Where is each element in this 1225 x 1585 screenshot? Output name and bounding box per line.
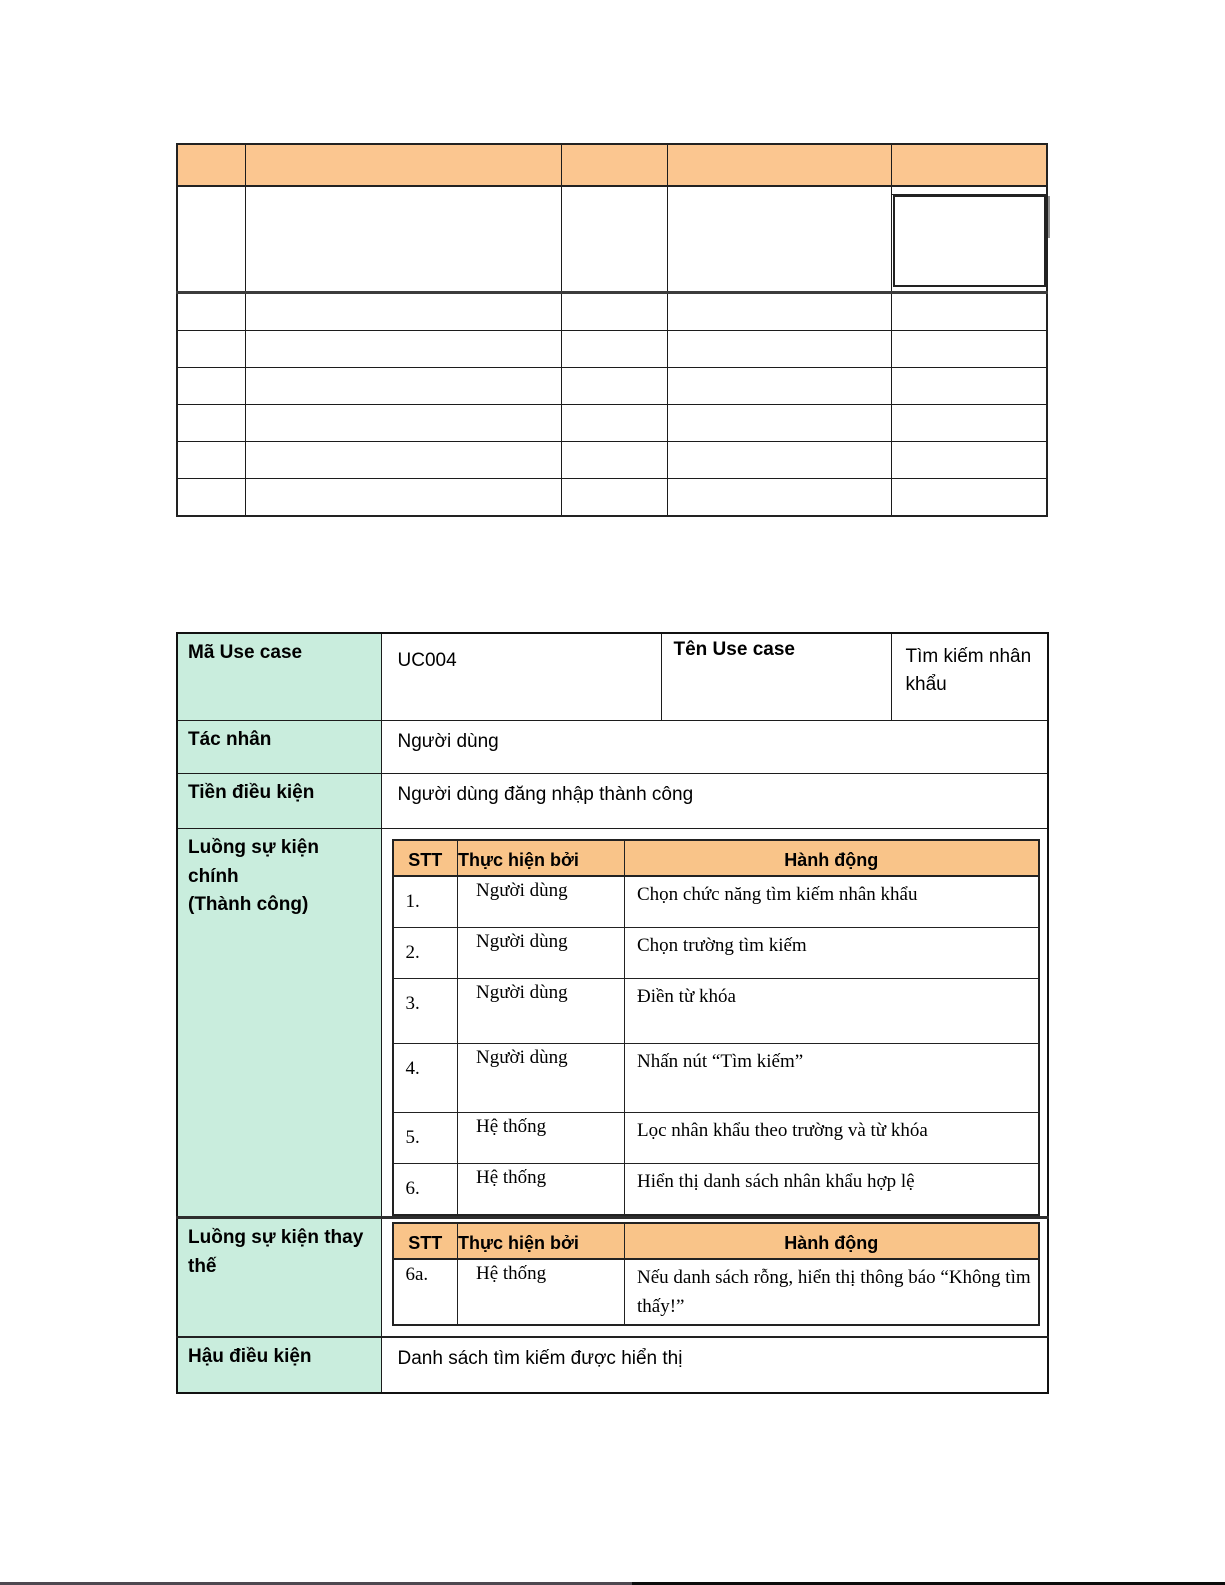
empty-cell [177,479,245,517]
empty-cell [245,442,561,479]
main-flow-label-line1: Luồng sự kiện chính [188,837,319,887]
empty-cell [891,368,1047,405]
empty-table-row [177,442,1047,479]
empty-cell [177,331,245,368]
empty-cell [561,368,667,405]
empty-table-row [177,293,1047,331]
empty-header-cell [891,144,1047,186]
flow-step-row [393,1044,1039,1113]
empty-cell [891,405,1047,442]
nested-box-cell [891,186,1047,293]
empty-table-row [177,368,1047,405]
empty-cell [667,405,891,442]
empty-top-table [176,143,1048,517]
empty-cell [667,442,891,479]
flow-header-row [393,840,1039,876]
ten-use-case-value: Tìm kiếm nhân khẩu [891,633,1048,721]
ten-use-case-label: Tên Use case [661,633,891,721]
postcondition-row [177,1337,1048,1393]
empty-cell [561,442,667,479]
actor-header: Thực hiện bởi [458,1223,625,1259]
alt-flow-cell [381,1218,1048,1338]
step-action: Hiển thị danh sách nhân khẩu hợp lệ [625,1164,1039,1216]
empty-cell [561,479,667,517]
flow-header-row [393,1223,1039,1259]
empty-cell [891,331,1047,368]
step-actor: Hệ thống [458,1164,625,1216]
empty-cell [245,186,561,293]
empty-cell [667,368,891,405]
hau-dieu-kien-label: Hậu điều kiện [177,1337,381,1393]
step-actor: Người dùng [458,928,625,979]
empty-header-cell [667,144,891,186]
empty-cell [667,479,891,517]
tac-nhan-label: Tác nhân [177,721,381,774]
empty-cell [891,293,1047,331]
empty-cell [667,293,891,331]
stt-header: STT [393,840,458,876]
alt-flow-label: Luồng sự kiện thay thế [177,1218,381,1338]
main-flow-table [392,839,1040,1216]
step-action: Chọn chức năng tìm kiếm nhân khẩu [625,876,1039,928]
empty-cell [177,368,245,405]
empty-table-row [177,405,1047,442]
actor-row [177,721,1048,774]
tien-dieu-kien-label: Tiền điều kiện [177,774,381,829]
nested-box [893,195,1047,287]
main-flow-row [177,829,1048,1218]
empty-cell [667,331,891,368]
empty-cell [561,405,667,442]
hau-dieu-kien-value: Danh sách tìm kiếm được hiển thị [381,1337,1048,1393]
flow-step-row [393,1164,1039,1216]
empty-cell [561,331,667,368]
flow-step-row [393,979,1039,1044]
step-action: Nếu danh sách rỗng, hiển thị thông báo “Không tìm thấy!” [625,1259,1039,1325]
alt-flow-table [392,1222,1040,1326]
empty-cell [245,331,561,368]
step-actor: Người dùng [458,979,625,1044]
empty-table-header-row [177,144,1047,186]
empty-header-cell [177,144,245,186]
step-number: 5. [393,1113,458,1164]
step-actor: Hệ thống [458,1113,625,1164]
empty-table-row [177,479,1047,517]
flow-step-row [393,928,1039,979]
use-case-id-row [177,633,1048,721]
action-header: Hành động [625,840,1039,876]
empty-table-row [177,331,1047,368]
actor-header: Thực hiện bởi [458,840,625,876]
empty-header-cell [245,144,561,186]
step-number: 6. [393,1164,458,1216]
empty-cell [245,368,561,405]
main-flow-label [177,829,381,1218]
step-action: Chọn trường tìm kiếm [625,928,1039,979]
empty-header-cell [561,144,667,186]
precondition-row [177,774,1048,829]
ma-use-case-label: Mã Use case [177,633,381,721]
table-handle-artifact [1048,196,1050,238]
step-actor: Hệ thống [458,1259,625,1325]
empty-cell [245,479,561,517]
flow-step-row [393,1113,1039,1164]
tac-nhan-value: Người dùng [381,721,1048,774]
step-action: Lọc nhân khẩu theo trường và từ khóa [625,1113,1039,1164]
flow-step-row [393,876,1039,928]
empty-cell [177,293,245,331]
main-flow-cell [381,829,1048,1218]
empty-table-row [177,186,1047,293]
ma-use-case-value: UC004 [381,633,661,721]
nested-strip [892,187,1047,195]
step-actor: Người dùng [458,876,625,928]
step-number: 4. [393,1044,458,1113]
empty-cell [245,293,561,331]
step-actor: Người dùng [458,1044,625,1113]
alt-flow-row [177,1218,1048,1338]
empty-cell [177,442,245,479]
empty-cell [177,405,245,442]
empty-cell [667,186,891,293]
step-number: 1. [393,876,458,928]
step-action: Điền từ khóa [625,979,1039,1044]
main-flow-label-line2: (Thành công) [188,894,309,915]
empty-cell [245,405,561,442]
empty-cell [891,442,1047,479]
step-number: 2. [393,928,458,979]
stt-header: STT [393,1223,458,1259]
action-header: Hành động [625,1223,1039,1259]
empty-cell [891,479,1047,517]
tien-dieu-kien-value: Người dùng đăng nhập thành công [381,774,1048,829]
step-number: 6a. [393,1259,458,1325]
use-case-table [176,632,1049,1394]
empty-cell [561,293,667,331]
flow-step-row [393,1259,1039,1325]
empty-cell [561,186,667,293]
step-action: Nhấn nút “Tìm kiếm” [625,1044,1039,1113]
step-number: 3. [393,979,458,1044]
empty-cell [177,186,245,293]
